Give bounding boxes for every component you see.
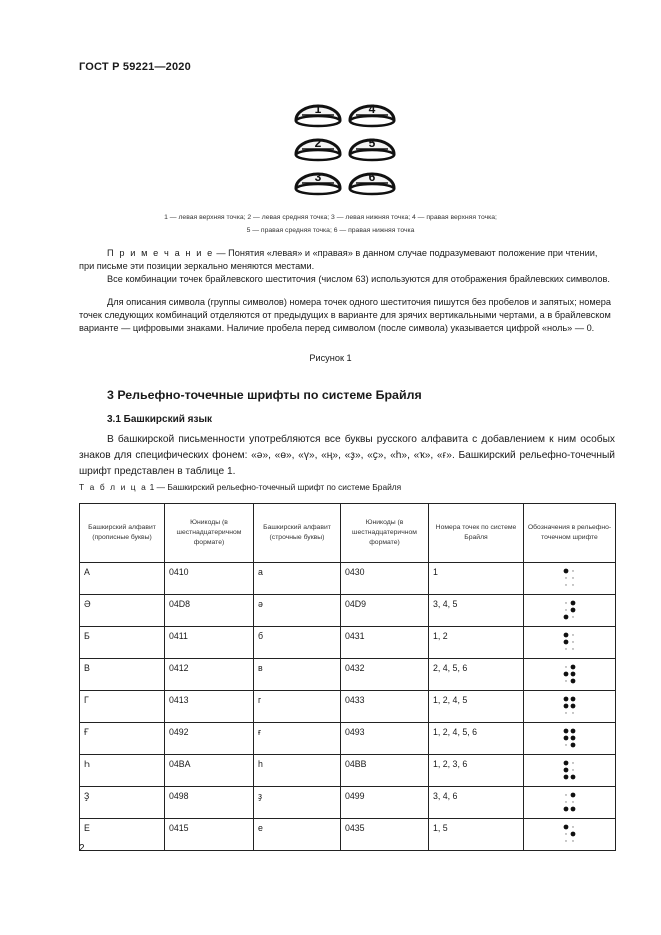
figure-title: Рисунок 1 (309, 353, 352, 363)
upper-letter-cell-text: В (84, 663, 90, 673)
lower-code-cell (341, 819, 429, 851)
header-lower-letters: Башкирский алфавит (строчные буквы) (254, 504, 341, 563)
empty-dot (572, 570, 573, 571)
empty-dot (565, 584, 566, 585)
upper-letter-cell (80, 755, 165, 787)
braille-dot-6 (350, 170, 394, 194)
upper-code-cell-text: 0415 (169, 823, 189, 833)
lower-code-cell-text: 0499 (345, 791, 365, 801)
dot-numbers-cell-text: 1, 2, 4, 5, 6 (433, 727, 478, 737)
dot-numbers-cell (429, 563, 524, 595)
empty-dot (565, 609, 566, 610)
raised-dot (570, 600, 575, 605)
lower-code-cell-text: 0433 (345, 695, 365, 705)
dot-numbers-cell-text: 1 (433, 567, 438, 577)
note-label: П р и м е ч а н и е (107, 248, 214, 258)
empty-dot (565, 794, 566, 795)
lower-code-cell (341, 627, 429, 659)
note-description: Для описания символа (группы символов) номера точек одного шеститочия пишутся без пробелов и запятых; номера точек следующих комбинаций отделяются от предыдущих в варианте для зрячих вертикальными чертами, а в брайлевском варианте — цифровыми знаками. Наличие пробела перед символом (после символа) указывается цифрой «ноль» — 0. (79, 297, 612, 333)
upper-code-cell (165, 755, 254, 787)
raised-dot (563, 767, 568, 772)
upper-code-cell (165, 819, 254, 851)
upper-letter-cell-text: А (84, 567, 90, 577)
upper-code-cell (165, 627, 254, 659)
raised-dot (563, 568, 568, 573)
braille-dot-2 (296, 136, 340, 160)
header-dot-numbers: Номера точек по системе Брайля (429, 504, 524, 563)
table-row (80, 787, 616, 819)
figure-caption-line-2: 5 — правая средняя точка; 6 — правая нижняя точка (246, 227, 415, 234)
lower-letter-cell (254, 691, 341, 723)
raised-dot (563, 639, 568, 644)
empty-dot (572, 826, 573, 827)
lower-code-cell-text: 04D9 (345, 599, 367, 609)
braille-symbol-cell (524, 563, 616, 595)
lower-letter-cell-text: ғ (258, 727, 262, 737)
braille-cell-figure (290, 100, 400, 200)
raised-dot (570, 664, 575, 669)
lower-letter-cell-text: б (258, 631, 264, 641)
empty-dot (572, 712, 573, 713)
dot-number-label: 2 (314, 136, 322, 150)
dot-number-label: 6 (368, 170, 376, 184)
lower-code-cell-text: 0430 (345, 567, 365, 577)
table-row (80, 819, 616, 851)
lower-letter-cell-text: а (258, 567, 263, 577)
table-row (80, 563, 616, 595)
upper-letter-cell (80, 691, 165, 723)
lower-letter-cell-text: г (258, 695, 262, 705)
dot-numbers-cell-text: 1, 2 (433, 631, 448, 641)
raised-dot (570, 742, 575, 747)
lower-code-cell-text: 0431 (345, 631, 365, 641)
dot-numbers-cell-text: 1, 2, 4, 5 (433, 695, 468, 705)
empty-dot (572, 801, 573, 802)
empty-dot (565, 577, 566, 578)
table-header-row (80, 504, 616, 563)
upper-letter-cell (80, 595, 165, 627)
dot-numbers-cell-text: 3, 4, 6 (433, 791, 458, 801)
header-upper-letters: Башкирский алфавит (прописные буквы) (80, 504, 165, 563)
raised-dot (570, 806, 575, 811)
raised-dot (570, 735, 575, 740)
note-text: — Понятия «левая» и «правая» в данном случае подразумевают положение при чтении, при письме эти позиции зеркально меняются местами. (79, 248, 598, 271)
lower-letter-cell-text: е (258, 823, 263, 833)
raised-dot (570, 792, 575, 797)
dot-numbers-cell (429, 595, 524, 627)
table-caption-label: Т а б л и ц а (79, 482, 148, 492)
dot-numbers-cell (429, 627, 524, 659)
dot-numbers-cell (429, 691, 524, 723)
upper-letter-cell-text: Г (84, 695, 89, 705)
empty-dot (565, 648, 566, 649)
lower-code-cell-text: 0432 (345, 663, 365, 673)
table-caption-text: 1 — Башкирский рельефно-точечный шрифт по системе Брайля (147, 482, 402, 492)
dot-number-label: 1 (314, 102, 322, 116)
dot-number-label: 3 (314, 170, 322, 184)
empty-dot (565, 744, 566, 745)
header-upper-codes: Юникоды (в шестнадцатеричном формате) (165, 504, 254, 563)
empty-dot (565, 801, 566, 802)
document-code: ГОСТ Р 59221—2020 (79, 61, 191, 73)
upper-letter-cell (80, 659, 165, 691)
braille-symbol (563, 824, 577, 844)
dot-number-label: 5 (368, 136, 376, 150)
lower-letter-cell-text: в (258, 663, 263, 673)
raised-dot (563, 632, 568, 637)
lower-letter-cell (254, 627, 341, 659)
upper-letter-cell-text: Ҙ (84, 791, 90, 801)
upper-code-cell-text: 0492 (169, 727, 189, 737)
table-row (80, 691, 616, 723)
raised-dot (563, 614, 568, 619)
lower-code-cell (341, 755, 429, 787)
lower-letter-cell (254, 563, 341, 595)
braille-symbol-cell (524, 627, 616, 659)
dot-numbers-cell-text: 2, 4, 5, 6 (433, 663, 468, 673)
raised-dot (570, 678, 575, 683)
dot-numbers-cell (429, 819, 524, 851)
table-row (80, 595, 616, 627)
empty-dot (572, 648, 573, 649)
dot-numbers-cell (429, 723, 524, 755)
braille-symbol-cell (524, 691, 616, 723)
upper-letter-cell (80, 627, 165, 659)
table-row (80, 755, 616, 787)
header-lower-codes: Юникоды (в шестнадцатеричном формате) (341, 504, 429, 563)
braille-dot-4 (350, 102, 394, 126)
lower-letter-cell-text: ҙ (258, 791, 263, 801)
raised-dot (570, 607, 575, 612)
braille-symbol-cell (524, 755, 616, 787)
raised-dot (563, 728, 568, 733)
braille-table (79, 503, 616, 851)
subsection-heading: 3.1 Башкирский язык (107, 414, 213, 425)
raised-dot (563, 735, 568, 740)
raised-dot (563, 703, 568, 708)
dot-numbers-cell (429, 755, 524, 787)
upper-code-cell-text: 0413 (169, 695, 189, 705)
upper-code-cell (165, 563, 254, 595)
table-row (80, 659, 616, 691)
lower-code-cell (341, 595, 429, 627)
lower-letter-cell-text: һ (258, 759, 263, 769)
empty-dot (565, 712, 566, 713)
empty-dot (572, 840, 573, 841)
upper-code-cell-text: 04D8 (169, 599, 191, 609)
braille-symbol-cell (524, 787, 616, 819)
lower-code-cell (341, 787, 429, 819)
braille-dot-3 (296, 170, 340, 194)
dot-numbers-cell-text: 3, 4, 5 (433, 599, 458, 609)
upper-code-cell-text: 04BA (169, 759, 191, 769)
upper-code-cell (165, 723, 254, 755)
table-row (80, 723, 616, 755)
upper-code-cell-text: 0411 (169, 631, 188, 641)
braille-symbol-cell (524, 819, 616, 851)
raised-dot (570, 774, 575, 779)
section-heading: 3 Рельефно-точечные шрифты по системе Брайля (107, 388, 422, 402)
upper-code-cell (165, 787, 254, 819)
empty-dot (572, 584, 573, 585)
lower-code-cell (341, 659, 429, 691)
empty-dot (565, 840, 566, 841)
empty-dot (572, 616, 573, 617)
empty-dot (565, 833, 566, 834)
table-row (80, 627, 616, 659)
empty-dot (572, 769, 573, 770)
raised-dot (563, 760, 568, 765)
note-combinations: Все комбинации точек брайлевского шеститочия (числом 63) используются для отображения брайлевских символов. (107, 274, 610, 284)
braille-symbol (563, 568, 577, 588)
lower-letter-cell (254, 659, 341, 691)
lower-code-cell (341, 691, 429, 723)
upper-letter-cell-text: Һ (84, 759, 90, 769)
upper-code-cell (165, 595, 254, 627)
dot-numbers-cell-text: 1, 2, 3, 6 (433, 759, 468, 769)
lower-code-cell (341, 563, 429, 595)
raised-dot (570, 671, 575, 676)
upper-letter-cell (80, 723, 165, 755)
upper-letter-cell-text: Б (84, 631, 90, 641)
raised-dot (570, 728, 575, 733)
braille-symbol-cell (524, 595, 616, 627)
upper-letter-cell (80, 563, 165, 595)
raised-dot (570, 696, 575, 701)
dot-numbers-cell (429, 659, 524, 691)
braille-symbol (563, 664, 577, 684)
upper-code-cell (165, 691, 254, 723)
empty-dot (565, 666, 566, 667)
braille-symbol (563, 760, 577, 780)
upper-code-cell (165, 659, 254, 691)
lower-code-cell-text: 0435 (345, 823, 365, 833)
lower-code-cell-text: 0493 (345, 727, 365, 737)
braille-symbol (563, 792, 577, 812)
page-number: 2 (79, 843, 85, 854)
figure-note (79, 247, 615, 273)
lower-letter-cell (254, 755, 341, 787)
lower-code-cell (341, 723, 429, 755)
empty-dot (565, 680, 566, 681)
upper-code-cell-text: 0412 (169, 663, 189, 673)
header-braille-symbol: Обозначения в рельефно-точечном шрифте (524, 504, 616, 563)
braille-symbol-cell (524, 659, 616, 691)
upper-letter-cell-text: Ә (84, 599, 91, 609)
dot-number-label: 4 (368, 102, 376, 116)
braille-symbol (563, 600, 577, 620)
raised-dot (563, 696, 568, 701)
braille-symbol-cell (524, 723, 616, 755)
upper-code-cell-text: 0498 (169, 791, 189, 801)
dot-numbers-cell-text: 1, 5 (433, 823, 448, 833)
lower-code-cell-text: 04BB (345, 759, 367, 769)
raised-dot (570, 831, 575, 836)
lower-letter-cell (254, 787, 341, 819)
raised-dot (563, 774, 568, 779)
upper-letter-cell (80, 819, 165, 851)
lower-letter-cell (254, 819, 341, 851)
figure-caption-line-1: 1 — левая верхняя точка; 2 — левая средняя точка; 3 — левая нижняя точка; 4 — правая верхняя точка; (164, 214, 497, 221)
empty-dot (565, 602, 566, 603)
lower-letter-cell (254, 595, 341, 627)
upper-letter-cell-text: Ғ (84, 727, 89, 737)
subsection-paragraph: В башкирской письменности употребляются все буквы русского алфавита с добавлением к ним особых знаков для специфических фонем: «ә», «ө», «ү», «ң», «ҙ», «ҫ», «һ», «ҡ», «ғ». Башкирский рельефно-точечный шрифт представлен в таблице 1. (79, 434, 615, 477)
lower-letter-cell (254, 723, 341, 755)
table-caption (79, 482, 401, 492)
empty-dot (572, 577, 573, 578)
raised-dot (563, 824, 568, 829)
upper-letter-cell (80, 787, 165, 819)
braille-dot-5 (350, 136, 394, 160)
lower-letter-cell-text: ә (258, 599, 263, 609)
empty-dot (572, 762, 573, 763)
braille-symbol (563, 696, 577, 716)
raised-dot (563, 806, 568, 811)
dot-numbers-cell (429, 787, 524, 819)
raised-dot (570, 703, 575, 708)
raised-dot (563, 671, 568, 676)
upper-code-cell-text: 0410 (169, 567, 189, 577)
braille-symbol (563, 632, 577, 652)
empty-dot (572, 641, 573, 642)
upper-letter-cell-text: Е (84, 823, 90, 833)
empty-dot (572, 634, 573, 635)
braille-dot-1 (296, 102, 340, 126)
braille-symbol (563, 728, 577, 748)
